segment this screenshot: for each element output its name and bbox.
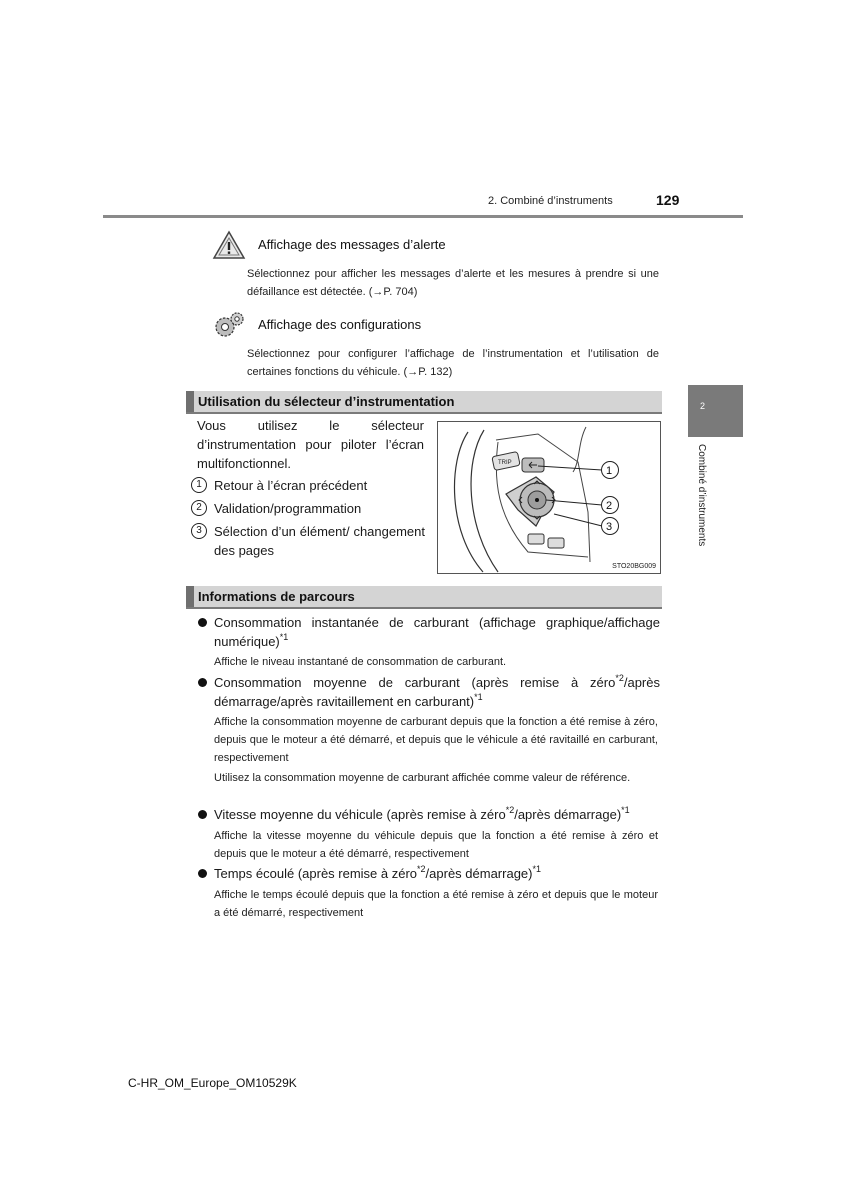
footnote-ref: *1 (474, 692, 483, 702)
chapter-side-label-text: Combiné d’instruments (696, 444, 707, 547)
footnote-ref: *2 (505, 805, 515, 815)
number-circle: 2 (191, 500, 207, 516)
bullet-dot (198, 869, 207, 878)
footnote-ref: *2 (615, 673, 624, 683)
footnote-ref: *1 (621, 805, 630, 815)
number-circle: 3 (191, 523, 207, 539)
chapter-side-label (696, 444, 708, 574)
chapter-title: 2. Combiné d’instruments (488, 195, 613, 207)
figure-code: STO20BG009 (612, 563, 656, 570)
bullet-description: Utilisez la consommation moyenne de carburant affichée comme valeur de référence. (214, 772, 631, 784)
section-title: Utilisation du sélecteur d’instrumentation (198, 394, 455, 409)
callout-3: 3 (606, 521, 613, 533)
number-circle: 1 (191, 477, 207, 493)
section-header-selector (186, 391, 662, 412)
bullet-text: /après démarrage) (514, 807, 622, 822)
chapter-tab (688, 385, 743, 437)
footnote-ref: *2 (417, 864, 426, 874)
bullet-text: /après démarrage) (425, 866, 533, 881)
alert-item-description: Sélectionnez pour afficher les messages d’alerte et les mesures à prendre si une défaillance est détectée. (→P. 704) (247, 268, 659, 298)
steering-switch-figure (437, 421, 661, 574)
bullet-text: Consommation instantanée de carburant (affichage graphique/affichage numérique) (214, 615, 660, 649)
numbered-item-text: Sélection d’un élément/ changement des pages (214, 524, 425, 558)
numbered-item-2 (191, 499, 425, 518)
page-number: 129 (656, 192, 680, 208)
bullet-item (198, 864, 660, 883)
numbered-item-1 (191, 476, 425, 495)
footnote-ref: *1 (279, 632, 289, 642)
gears-icon (212, 309, 246, 341)
bullet-dot (198, 810, 207, 819)
callout-2: 2 (606, 500, 613, 512)
bullet-text: Temps écoulé (après remise à zéro (214, 866, 418, 881)
bullet-description: Affiche la consommation moyenne de carburant depuis que la fonction a été remise à zéro, depuis que le moteur a été démarré, et depuis que le véhicule a été ravitaillé en carburant, respectivement (214, 716, 658, 764)
bullet-description: Affiche la vitesse moyenne du véhicule depuis que la fonction a été remise à zéro et depuis que le moteur a été démarré, respectivement (214, 830, 658, 860)
bullet-description: Affiche le temps écoulé depuis que la fonction a été remise à zéro et depuis que le moteur a été démarré, respectivement (214, 889, 658, 919)
bullet-description: Affiche le niveau instantané de consommation de carburant. (214, 656, 507, 668)
bullet-dot (198, 618, 207, 627)
alert-item-title: Affichage des messages d’alerte (258, 237, 446, 252)
footnote-ref: *1 (532, 864, 542, 874)
selector-intro: Vous utilisez le sélecteur d’instrumentation pour piloter l’écran multifonctionnel. (197, 418, 424, 471)
numbered-item-3 (191, 522, 425, 560)
document-code: C-HR_OM_Europe_OM10529K (128, 1076, 297, 1090)
section-header-trip-info (186, 586, 662, 607)
numbered-item-text: Validation/programmation (214, 501, 362, 516)
bullet-text: Vitesse moyenne du véhicule (après remise à zéro (214, 807, 506, 822)
header-rule (103, 215, 743, 218)
section-title: Informations de parcours (198, 589, 355, 604)
config-item-title: Affichage des configurations (258, 317, 422, 332)
bullet-item (198, 805, 660, 824)
numbered-item-text: Retour à l’écran précédent (214, 478, 368, 493)
bullet-text: /après démarrage/après ravitaillement en carburant) (214, 675, 660, 709)
config-item-description: Sélectionnez pour configurer l’affichage de l’instrumentation et l’utilisation de certaines fonctions du véhicule. (→P. 132) (247, 348, 659, 378)
bullet-dot (198, 678, 207, 687)
bullet-item (198, 613, 660, 651)
callout-1: 1 (606, 465, 613, 477)
bullet-item (198, 673, 660, 711)
chapter-tab-number: 2 (700, 401, 706, 411)
warning-triangle-icon (212, 229, 246, 261)
bullet-text: Consommation moyenne de carburant (après remise à zéro (214, 675, 616, 690)
steering-switch-illustration (438, 422, 660, 573)
trip-label: TRIP (498, 460, 512, 466)
